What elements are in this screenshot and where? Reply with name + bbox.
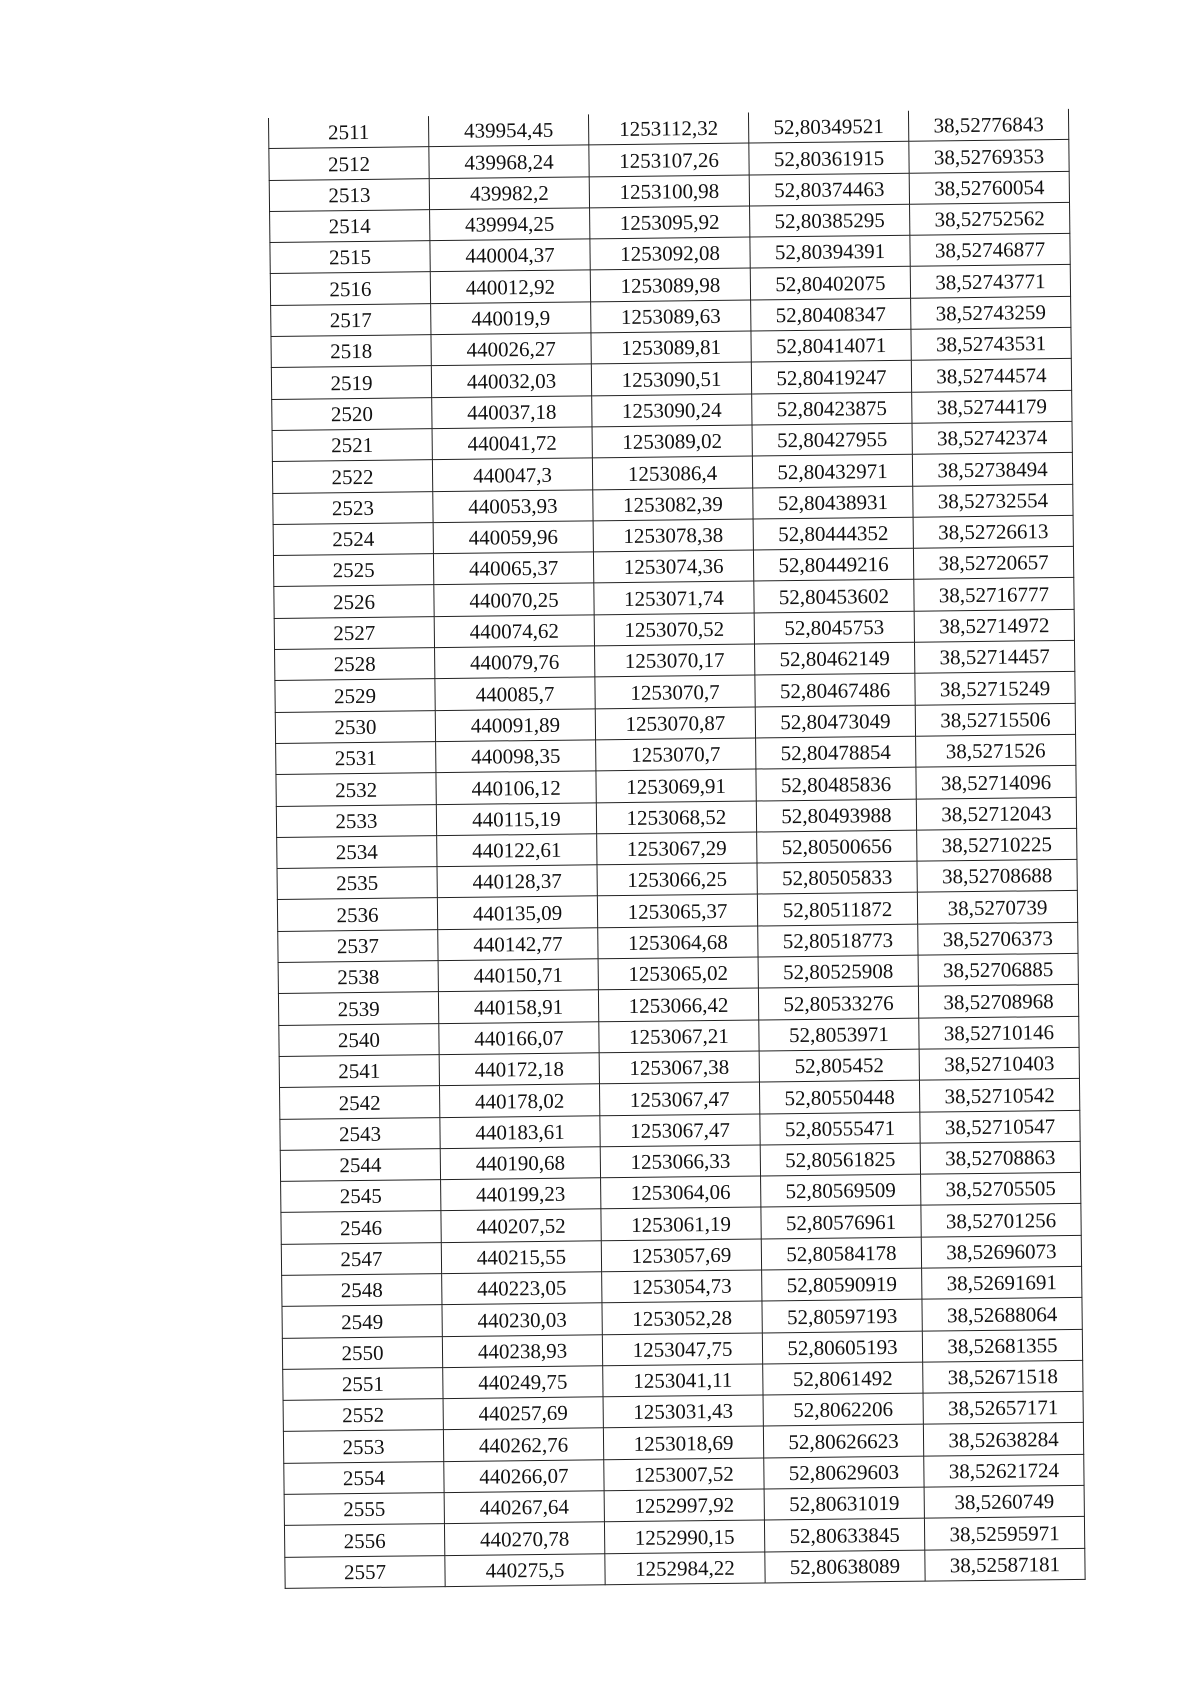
point-number-cell: 2550 <box>282 1336 442 1369</box>
point-number-cell: 2529 <box>275 679 435 712</box>
longitude-cell: 38,52708688 <box>917 859 1077 892</box>
table-wrapper <box>268 109 1085 1589</box>
point-number-cell: 2527 <box>274 616 434 649</box>
y-coordinate-cell: 1253065,02 <box>598 957 758 990</box>
x-coordinate-cell: 440079,76 <box>435 646 595 679</box>
latitude-cell: 52,80550448 <box>759 1080 919 1113</box>
x-coordinate-cell: 440115,19 <box>436 802 596 835</box>
x-coordinate-cell: 440032,03 <box>431 364 591 397</box>
longitude-cell: 38,52621724 <box>924 1454 1084 1487</box>
point-number-cell: 2519 <box>271 366 431 399</box>
point-number-cell: 2522 <box>272 460 432 493</box>
x-coordinate-cell: 440122,61 <box>437 834 597 867</box>
x-coordinate-cell: 440053,93 <box>433 489 593 522</box>
x-coordinate-cell: 440270,78 <box>444 1522 604 1555</box>
x-coordinate-cell: 440019,9 <box>431 302 591 335</box>
latitude-cell: 52,8062206 <box>763 1393 923 1426</box>
point-number-cell: 2524 <box>273 523 433 556</box>
x-coordinate-cell: 440190,68 <box>440 1147 600 1180</box>
y-coordinate-cell: 1253067,38 <box>599 1051 759 1084</box>
point-number-cell: 2545 <box>281 1180 441 1213</box>
y-coordinate-cell: 1253090,51 <box>591 362 751 395</box>
point-number-cell: 2554 <box>284 1461 444 1494</box>
x-coordinate-cell: 440172,18 <box>439 1053 599 1086</box>
y-coordinate-cell: 1253074,36 <box>593 550 753 583</box>
point-number-cell: 2542 <box>280 1086 440 1119</box>
y-coordinate-cell: 1253066,33 <box>600 1145 760 1178</box>
latitude-cell: 52,8061492 <box>763 1362 923 1395</box>
point-number-cell: 2530 <box>275 710 435 743</box>
y-coordinate-cell: 1253069,91 <box>596 769 756 802</box>
y-coordinate-cell: 1253092,08 <box>590 237 750 270</box>
x-coordinate-cell: 440085,7 <box>435 677 595 710</box>
x-coordinate-cell: 440257,69 <box>443 1397 603 1430</box>
latitude-cell: 52,80423875 <box>752 392 912 425</box>
latitude-cell: 52,80432971 <box>752 454 912 487</box>
longitude-cell: 38,5271526 <box>916 734 1076 767</box>
y-coordinate-cell: 1253070,17 <box>595 644 755 677</box>
y-coordinate-cell: 1253086,4 <box>592 456 752 489</box>
point-number-cell: 2544 <box>280 1148 440 1181</box>
x-coordinate-cell: 440065,37 <box>433 552 593 585</box>
longitude-cell: 38,52720657 <box>913 547 1073 580</box>
longitude-cell: 38,52671518 <box>923 1360 1083 1393</box>
x-coordinate-cell: 440070,25 <box>434 583 594 616</box>
longitude-cell: 38,52712043 <box>916 797 1076 830</box>
longitude-cell: 38,52706373 <box>918 922 1078 955</box>
longitude-cell: 38,52701256 <box>921 1204 1081 1237</box>
x-coordinate-cell: 440267,64 <box>444 1491 604 1524</box>
longitude-cell: 38,52706885 <box>918 953 1078 986</box>
latitude-cell: 52,805452 <box>759 1049 919 1082</box>
x-coordinate-cell: 440037,18 <box>432 396 592 429</box>
latitude-cell: 52,80374463 <box>749 173 909 206</box>
point-number-cell: 2516 <box>270 272 430 305</box>
y-coordinate-cell: 1253070,7 <box>595 675 755 708</box>
x-coordinate-cell: 440150,71 <box>438 959 598 992</box>
point-number-cell: 2514 <box>270 210 430 243</box>
point-number-cell: 2548 <box>282 1274 442 1307</box>
latitude-cell: 52,80629603 <box>764 1456 924 1489</box>
y-coordinate-cell: 1253066,42 <box>598 988 758 1021</box>
latitude-cell: 52,80555471 <box>760 1112 920 1145</box>
latitude-cell: 52,80626623 <box>763 1425 923 1458</box>
longitude-cell: 38,52732554 <box>913 484 1073 517</box>
y-coordinate-cell: 1253107,26 <box>589 143 749 176</box>
x-coordinate-cell: 440230,03 <box>442 1303 602 1336</box>
point-number-cell: 2520 <box>272 397 432 430</box>
x-coordinate-cell: 440223,05 <box>442 1272 602 1305</box>
longitude-cell: 38,52710403 <box>919 1047 1079 1080</box>
latitude-cell: 52,80473049 <box>755 705 915 738</box>
point-number-cell: 2555 <box>284 1493 444 1526</box>
latitude-cell: 52,80505833 <box>757 861 917 894</box>
point-number-cell: 2553 <box>283 1430 443 1463</box>
longitude-cell: 38,52681355 <box>922 1329 1082 1362</box>
longitude-cell: 38,52716777 <box>914 578 1074 611</box>
x-coordinate-cell: 440047,3 <box>432 458 592 491</box>
x-coordinate-cell: 440262,76 <box>443 1428 603 1461</box>
x-coordinate-cell: 440074,62 <box>434 615 594 648</box>
y-coordinate-cell: 1253078,38 <box>593 519 753 552</box>
x-coordinate-cell: 440178,02 <box>439 1084 599 1117</box>
x-coordinate-cell: 440238,93 <box>442 1334 602 1367</box>
longitude-cell: 38,52738494 <box>912 453 1072 486</box>
coordinates-table <box>268 109 1086 1589</box>
latitude-cell: 52,80402075 <box>750 267 910 300</box>
longitude-cell: 38,52746877 <box>910 234 1070 267</box>
point-number-cell: 2543 <box>280 1117 440 1150</box>
point-number-cell: 2549 <box>282 1305 442 1338</box>
y-coordinate-cell: 1253070,87 <box>595 707 755 740</box>
latitude-cell: 52,80511872 <box>757 893 917 926</box>
y-coordinate-cell: 1253064,68 <box>598 926 758 959</box>
latitude-cell: 52,80518773 <box>758 924 918 957</box>
point-number-cell: 2512 <box>269 147 429 180</box>
point-number-cell: 2533 <box>276 804 436 837</box>
longitude-cell: 38,52715506 <box>915 703 1075 736</box>
point-number-cell: 2547 <box>281 1242 441 1275</box>
longitude-cell: 38,52743771 <box>910 265 1070 298</box>
point-number-cell: 2513 <box>269 178 429 211</box>
y-coordinate-cell: 1253018,69 <box>603 1426 763 1459</box>
point-number-cell: 2535 <box>277 867 437 900</box>
x-coordinate-cell: 439994,25 <box>430 208 590 241</box>
latitude-cell: 52,80605193 <box>762 1331 922 1364</box>
y-coordinate-cell: 1252984,22 <box>605 1552 765 1585</box>
x-coordinate-cell: 439982,2 <box>429 176 589 209</box>
point-number-cell: 2540 <box>279 1023 439 1056</box>
point-number-cell: 2528 <box>275 648 435 681</box>
latitude-cell: 52,80493988 <box>756 799 916 832</box>
x-coordinate-cell: 440266,07 <box>444 1460 604 1493</box>
point-number-cell: 2518 <box>271 335 431 368</box>
point-number-cell: 2523 <box>273 491 433 524</box>
y-coordinate-cell: 1253068,52 <box>596 801 756 834</box>
y-coordinate-cell: 1253067,47 <box>599 1082 759 1115</box>
longitude-cell: 38,52710146 <box>919 1016 1079 1049</box>
point-number-cell: 2552 <box>283 1399 443 1432</box>
y-coordinate-cell: 1253070,52 <box>594 613 754 646</box>
y-coordinate-cell: 1253061,19 <box>601 1207 761 1240</box>
longitude-cell: 38,52744574 <box>911 359 1071 392</box>
latitude-cell: 52,80427955 <box>752 423 912 456</box>
x-coordinate-cell: 440166,07 <box>439 1021 599 1054</box>
latitude-cell: 52,80638089 <box>765 1550 925 1583</box>
point-number-cell: 2538 <box>278 961 438 994</box>
latitude-cell: 52,80478854 <box>756 736 916 769</box>
longitude-cell: 38,52595971 <box>924 1517 1084 1550</box>
x-coordinate-cell: 440041,72 <box>432 427 592 460</box>
coordinates-table-body <box>268 109 1085 1588</box>
y-coordinate-cell: 1253047,75 <box>602 1333 762 1366</box>
x-coordinate-cell: 440183,61 <box>440 1115 600 1148</box>
y-coordinate-cell: 1253066,25 <box>597 863 757 896</box>
x-coordinate-cell: 440091,89 <box>435 708 595 741</box>
longitude-cell: 38,52708968 <box>918 985 1078 1018</box>
latitude-cell: 52,80631019 <box>764 1487 924 1520</box>
longitude-cell: 38,5270739 <box>917 891 1077 924</box>
latitude-cell: 52,80449216 <box>753 548 913 581</box>
longitude-cell: 38,52776843 <box>908 109 1068 142</box>
y-coordinate-cell: 1252990,15 <box>604 1520 764 1553</box>
y-coordinate-cell: 1253057,69 <box>601 1239 761 1272</box>
longitude-cell: 38,52743259 <box>911 296 1071 329</box>
x-coordinate-cell: 440059,96 <box>433 521 593 554</box>
point-number-cell: 2541 <box>279 1055 439 1088</box>
x-coordinate-cell: 439968,24 <box>429 145 589 178</box>
y-coordinate-cell: 1253089,63 <box>591 300 751 333</box>
x-coordinate-cell: 440135,09 <box>437 896 597 929</box>
y-coordinate-cell: 1253071,74 <box>594 581 754 614</box>
longitude-cell: 38,52587181 <box>925 1548 1085 1581</box>
latitude-cell: 52,80349521 <box>748 111 908 144</box>
latitude-cell: 52,80467486 <box>755 674 915 707</box>
latitude-cell: 52,80561825 <box>760 1143 920 1176</box>
y-coordinate-cell: 1253067,47 <box>600 1113 760 1146</box>
x-coordinate-cell: 440106,12 <box>436 771 596 804</box>
y-coordinate-cell: 1253095,92 <box>590 206 750 239</box>
longitude-cell: 38,52708863 <box>920 1141 1080 1174</box>
point-number-cell: 2511 <box>268 116 428 149</box>
latitude-cell: 52,80453602 <box>754 580 914 613</box>
longitude-cell: 38,52715249 <box>915 672 1075 705</box>
latitude-cell: 52,80444352 <box>753 517 913 550</box>
y-coordinate-cell: 1253064,06 <box>601 1176 761 1209</box>
point-number-cell: 2546 <box>281 1211 441 1244</box>
longitude-cell: 38,52710225 <box>917 828 1077 861</box>
point-number-cell: 2534 <box>277 835 437 868</box>
longitude-cell: 38,52691691 <box>922 1266 1082 1299</box>
longitude-cell: 38,52705505 <box>921 1172 1081 1205</box>
longitude-cell: 38,52714972 <box>914 609 1074 642</box>
longitude-cell: 38,52710547 <box>920 1110 1080 1143</box>
y-coordinate-cell: 1253031,43 <box>603 1395 763 1428</box>
y-coordinate-cell: 1253100,98 <box>589 175 749 208</box>
latitude-cell: 52,80500656 <box>757 830 917 863</box>
longitude-cell: 38,5260749 <box>924 1485 1084 1518</box>
longitude-cell: 38,52726613 <box>913 515 1073 548</box>
latitude-cell: 52,80419247 <box>751 361 911 394</box>
x-coordinate-cell: 440207,52 <box>441 1209 601 1242</box>
y-coordinate-cell: 1253041,11 <box>603 1364 763 1397</box>
latitude-cell: 52,80633845 <box>764 1519 924 1552</box>
latitude-cell: 52,80385295 <box>750 204 910 237</box>
longitude-cell: 38,52769353 <box>909 140 1069 173</box>
x-coordinate-cell: 440098,35 <box>436 740 596 773</box>
point-number-cell: 2556 <box>284 1524 444 1557</box>
point-number-cell: 2531 <box>276 742 436 775</box>
x-coordinate-cell: 440026,27 <box>431 333 591 366</box>
latitude-cell: 52,80414071 <box>751 329 911 362</box>
y-coordinate-cell: 1253090,24 <box>592 394 752 427</box>
point-number-cell: 2532 <box>276 773 436 806</box>
y-coordinate-cell: 1253082,39 <box>593 488 753 521</box>
latitude-cell: 52,80533276 <box>758 986 918 1019</box>
latitude-cell: 52,8045753 <box>754 611 914 644</box>
latitude-cell: 52,80408347 <box>751 298 911 331</box>
latitude-cell: 52,80597193 <box>762 1299 922 1332</box>
latitude-cell: 52,80462149 <box>754 642 914 675</box>
longitude-cell: 38,52760054 <box>909 171 1069 204</box>
x-coordinate-cell: 440158,91 <box>438 990 598 1023</box>
longitude-cell: 38,52744179 <box>912 390 1072 423</box>
longitude-cell: 38,52742374 <box>912 421 1072 454</box>
y-coordinate-cell: 1253067,29 <box>597 832 757 865</box>
x-coordinate-cell: 440142,77 <box>438 928 598 961</box>
y-coordinate-cell: 1253112,32 <box>588 113 748 146</box>
y-coordinate-cell: 1252997,92 <box>604 1489 764 1522</box>
x-coordinate-cell: 439954,45 <box>428 114 588 147</box>
y-coordinate-cell: 1253007,52 <box>604 1458 764 1491</box>
y-coordinate-cell: 1253054,73 <box>602 1270 762 1303</box>
latitude-cell: 52,80590919 <box>762 1268 922 1301</box>
point-number-cell: 2525 <box>273 554 433 587</box>
point-number-cell: 2521 <box>272 429 432 462</box>
y-coordinate-cell: 1253089,81 <box>591 331 751 364</box>
x-coordinate-cell: 440199,23 <box>441 1178 601 1211</box>
latitude-cell: 52,80438931 <box>753 486 913 519</box>
point-number-cell: 2557 <box>285 1555 445 1588</box>
point-number-cell: 2551 <box>283 1367 443 1400</box>
longitude-cell: 38,52657171 <box>923 1392 1083 1425</box>
point-number-cell: 2517 <box>271 303 431 336</box>
longitude-cell: 38,52752562 <box>910 202 1070 235</box>
longitude-cell: 38,52743531 <box>911 327 1071 360</box>
x-coordinate-cell: 440012,92 <box>430 270 590 303</box>
longitude-cell: 38,52688064 <box>922 1298 1082 1331</box>
latitude-cell: 52,8053971 <box>759 1018 919 1051</box>
point-number-cell: 2526 <box>274 585 434 618</box>
longitude-cell: 38,52710542 <box>919 1079 1079 1112</box>
longitude-cell: 38,52714457 <box>914 640 1074 673</box>
y-coordinate-cell: 1253067,21 <box>599 1020 759 1053</box>
latitude-cell: 52,80569509 <box>761 1174 921 1207</box>
x-coordinate-cell: 440128,37 <box>437 865 597 898</box>
point-number-cell: 2539 <box>278 992 438 1025</box>
longitude-cell: 38,52714096 <box>916 766 1076 799</box>
y-coordinate-cell: 1253052,28 <box>602 1301 762 1334</box>
y-coordinate-cell: 1253070,7 <box>596 738 756 771</box>
latitude-cell: 52,80584178 <box>761 1237 921 1270</box>
point-number-cell: 2536 <box>277 898 437 931</box>
x-coordinate-cell: 440004,37 <box>430 239 590 272</box>
x-coordinate-cell: 440215,55 <box>441 1240 601 1273</box>
y-coordinate-cell: 1253089,02 <box>592 425 752 458</box>
latitude-cell: 52,80485836 <box>756 767 916 800</box>
latitude-cell: 52,80394391 <box>750 235 910 268</box>
longitude-cell: 38,52638284 <box>923 1423 1083 1456</box>
latitude-cell: 52,80525908 <box>758 955 918 988</box>
latitude-cell: 52,80361915 <box>749 142 909 175</box>
x-coordinate-cell: 440275,5 <box>445 1553 605 1586</box>
x-coordinate-cell: 440249,75 <box>443 1366 603 1399</box>
y-coordinate-cell: 1253089,98 <box>590 269 750 302</box>
point-number-cell: 2537 <box>278 929 438 962</box>
point-number-cell: 2515 <box>270 241 430 274</box>
latitude-cell: 52,80576961 <box>761 1206 921 1239</box>
y-coordinate-cell: 1253065,37 <box>597 894 757 927</box>
longitude-cell: 38,52696073 <box>921 1235 1081 1268</box>
